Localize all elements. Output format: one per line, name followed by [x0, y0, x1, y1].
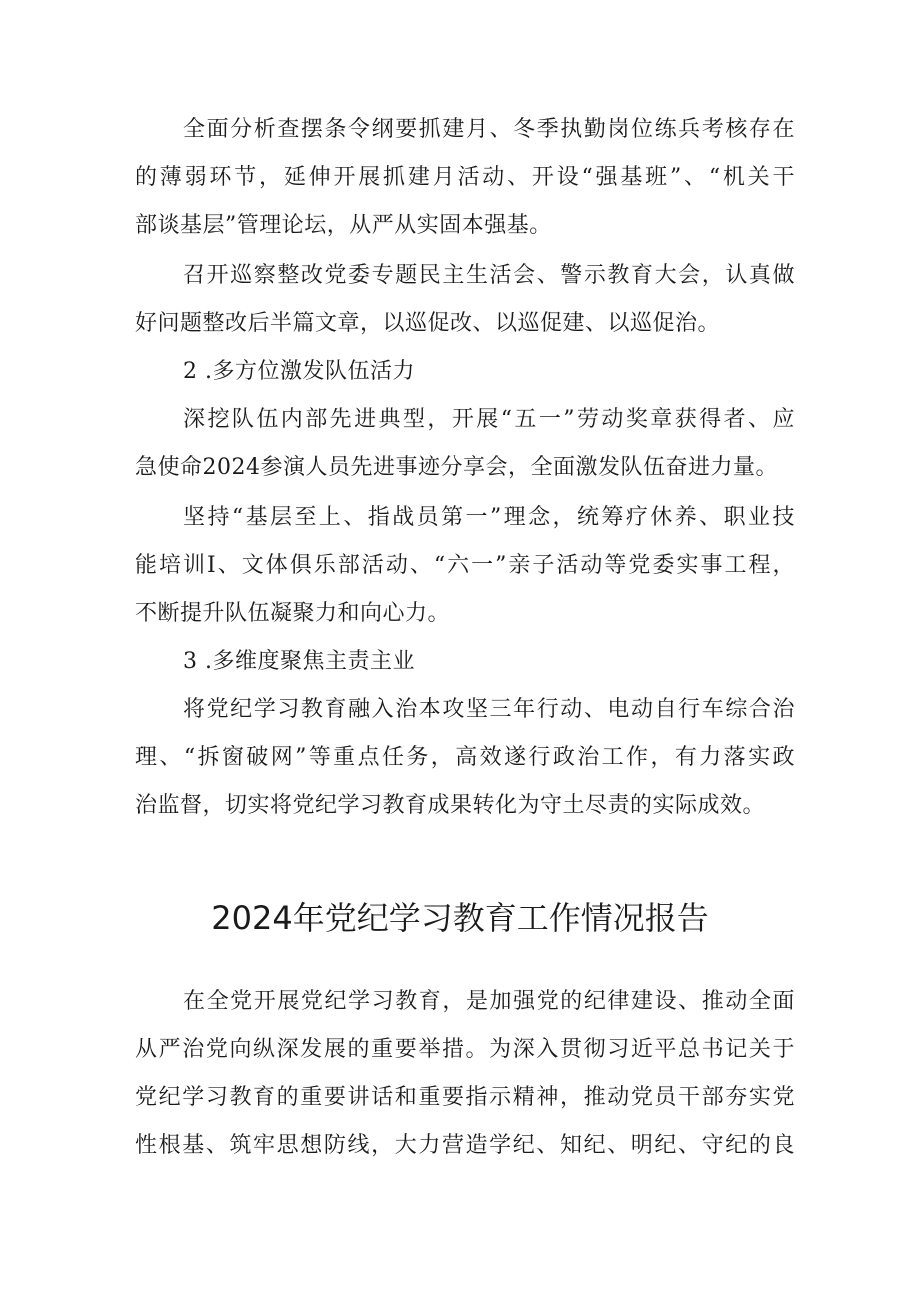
paragraph-line: 治监督，切实将党纪学习教育成果转化为守土尽责的实际成效。	[135, 793, 766, 818]
paragraph-line: 的薄弱环节，延伸开展抓建月活动、开设“强基班”、“机关干	[135, 165, 795, 190]
paragraph-line: 不断提升队伍凝聚力和向心力。	[135, 601, 451, 626]
paragraph-line: 召开巡察整改党委专题民主生活会、警示教育大会，认真做	[183, 263, 795, 288]
paragraph-line: 理、“拆窗破网”等重点任务，高效遂行政治工作，有力落实政	[135, 745, 795, 770]
paragraph-line: 全面分析查摆条令纲要抓建月、冬季执勤岗位练兵考核存在	[183, 117, 795, 142]
paragraph-line: 性根基、筑牢思想防线，大力营造学纪、知纪、明纪、守纪的良	[135, 1133, 795, 1158]
paragraph-line: 急使命2024参演人员先进事迹分享会，全面激发队伍奋进力量。	[135, 455, 778, 480]
paragraph-line: 坚持“基层至上、指战员第一”理念，统筹疗休养、职业技	[183, 505, 795, 530]
paragraph-line: 能培训I、文体俱乐部活动、“六一”亲子活动等党委实事工程，	[135, 553, 795, 578]
paragraph-line: 在全党开展党纪学习教育，是加强党的纪律建设、推动全面	[183, 989, 795, 1014]
paragraph-line: 党纪学习教育的重要讲话和重要指示精神，推动党员干部夯实党	[135, 1085, 795, 1110]
section-heading: 2 .多方位激发队伍活力	[183, 359, 415, 384]
paragraph-line: 深挖队伍内部先进典型，开展“五一”劳动奖章获得者、应	[183, 407, 795, 432]
paragraph-line: 将党纪学习教育融入治本攻坚三年行动、电动自行车综合治	[183, 697, 795, 722]
paragraph-line: 好问题整改后半篇文章，以巡促改、以巡促建、以巡促治。	[135, 311, 721, 336]
paragraph-line: 部谈基层”管理论坛，从严从实固本强基。	[135, 213, 552, 238]
paragraph-line: 从严治党向纵深发展的重要举措。为深入贯彻习近平总书记关于	[135, 1037, 795, 1062]
section-heading: 3 .多维度聚焦主责主业	[183, 649, 415, 674]
report-title: 2024年党纪学习教育工作情况报告	[211, 899, 709, 937]
